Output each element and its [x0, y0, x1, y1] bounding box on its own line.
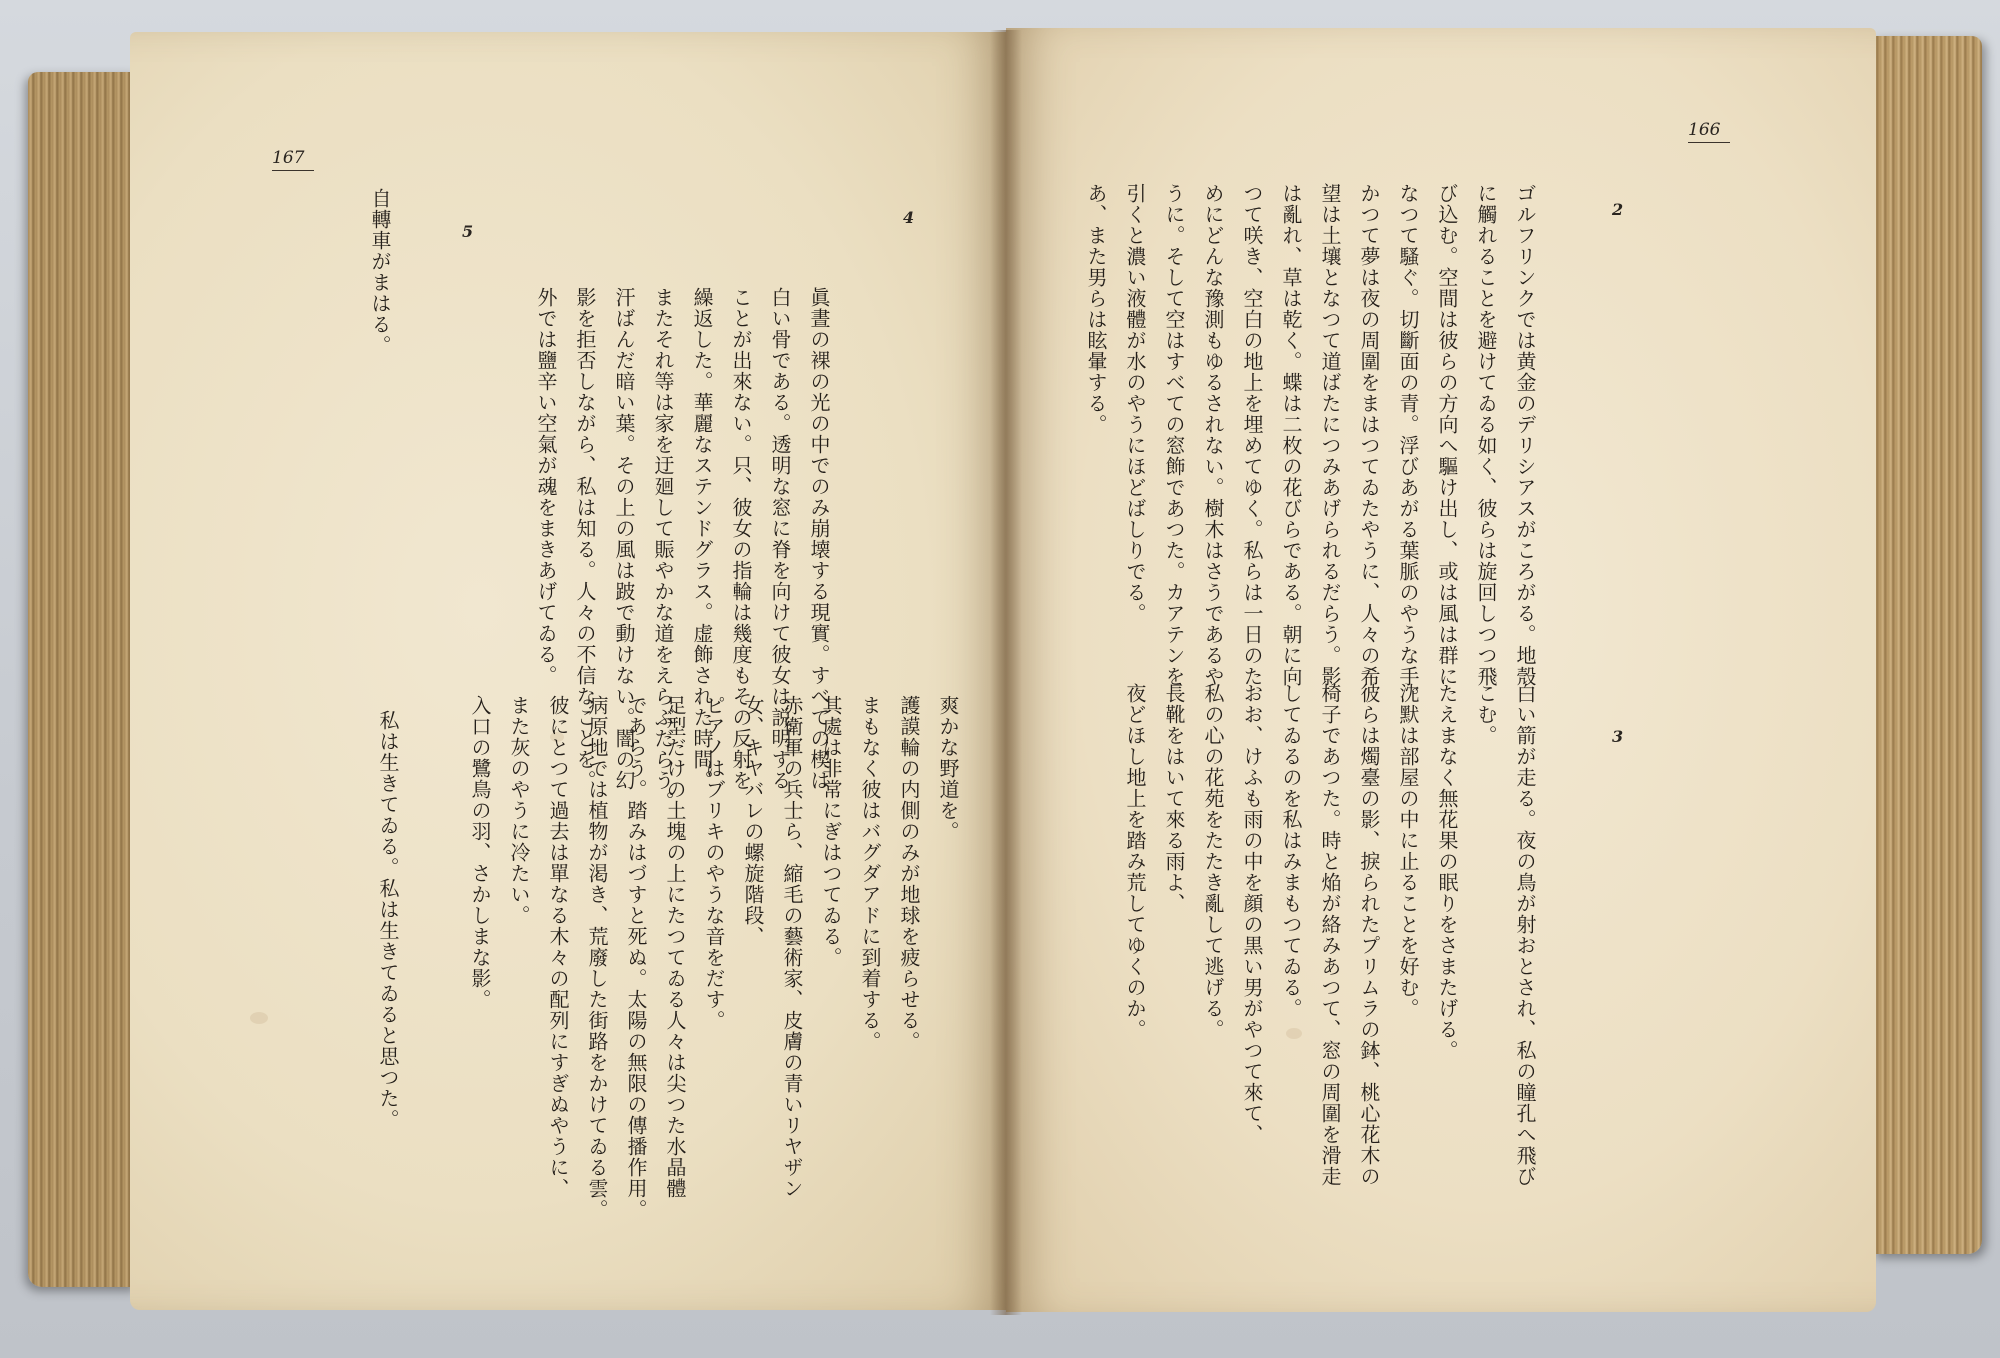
text-line: であらう。踏みはづすと死ぬ。太陽の無限の傳播作用。 — [624, 695, 648, 1220]
text-line: なつて騷ぐ。切斷面の青。浮びあがる葉脈のやうな手。 — [1396, 183, 1420, 708]
text-line: 汗ばんだ暗い葉。その上の風は跛で動けない。闇の幻 — [612, 287, 636, 791]
text-line: 足型だけの土塊の上にたつてゐる人々は尖つた水晶體 — [663, 695, 687, 1199]
section-3-text — [1115, 683, 1544, 1187]
section-number-3: 3 — [1612, 727, 1624, 746]
section-4-lower-text — [460, 695, 967, 1220]
text-line: 護謨輪の内側のみが地球を疲らせる。 — [897, 695, 921, 1052]
text-line: 繰返した。華麗なステンドグラス。虚飾された時間。 — [690, 287, 714, 791]
text-line: ゴルフリンクでは黄金のデリシアスがころがる。地殼 — [1513, 183, 1537, 687]
text-line: ことが出來ない。只、彼女の指輪は幾度もその反射を — [729, 287, 753, 791]
text-line: 入口の鷺鳥の羽、さかしまな影。 — [468, 695, 492, 1010]
page-number-right: 166 — [1688, 120, 1730, 143]
text-line: 影を拒否しながら、私は知る。人々の不信なことを。 — [573, 287, 597, 791]
book-gutter — [990, 30, 1022, 1315]
text-line: 外では鹽辛い空氣が魂をまきあげてゐる。 — [534, 287, 558, 686]
section-2-text — [1076, 183, 1544, 708]
page-number-left: 167 — [272, 148, 314, 171]
text-line: 眞晝の裸の光の中でのみ崩壊する現實。すべての楔は — [807, 287, 831, 791]
text-line: つて咲き、空白の地上を埋めてゆく。私らは一日のた — [1240, 183, 1264, 687]
text-line: に觸れることを避けてゐる如く、彼らは旋回しつつ飛 — [1474, 183, 1498, 687]
text-line: たえまなく無花果の眠りをさまたげる。 — [1435, 683, 1459, 1061]
text-line: うに。そして空はすべての窓飾であつた。カアテンを — [1162, 183, 1186, 687]
section-4-text — [526, 287, 838, 812]
section-number-2: 2 — [1612, 200, 1624, 219]
text-line: 爽かな野道を。 — [936, 695, 960, 842]
text-line: めにどんな豫測もゆるされない。樹木はさうであるや — [1201, 183, 1225, 687]
text-line: 白い骨である。透明な窓に脊を向けて彼女は説明する — [768, 287, 792, 791]
text-line: 私の心の花苑をたたき亂して逃げる。 — [1201, 683, 1225, 1040]
text-line: 椅子であつた。時と焔が絡みあつて、窓の周圍を滑走 — [1318, 683, 1342, 1187]
text-line: 自轉車がまはる。 — [368, 188, 392, 356]
section-5-text — [360, 188, 399, 388]
text-line: まもなく彼はバグダアドに到着する。 — [858, 695, 882, 1052]
text-line: 其處は非常にぎはつてゐる。 — [819, 695, 843, 968]
text-line: 赤衛軍の兵士ら、縮毛の藝術家、皮膚の青いリヤザン — [780, 695, 804, 1199]
right-page-edges — [1872, 36, 1982, 1254]
text-line: こむ。 — [1474, 683, 1498, 746]
text-line: 彼らは燭臺の影、捩られたプリムラの鉢、桃心花木の — [1357, 683, 1381, 1187]
text-line: 彼にとつて過去は單なる木々の配列にすぎぬやうに、 — [546, 695, 570, 1199]
text-line: 夜どほし地上を踏み荒してゆくのか。 — [1123, 683, 1147, 1040]
text-line: び込む。空間は彼らの方向へ驅け出し、或は風は群に — [1435, 183, 1459, 687]
text-line: またそれ等は家を迂廻して賑やかな道をえらぶだらう。 — [651, 287, 675, 812]
text-line: あ、また男らは眩暈する。 — [1084, 183, 1108, 435]
text-line: してゐるのを私はみまもつてゐる。 — [1279, 683, 1303, 1019]
text-line: 望は土壤となつて道ばたにつみあげられるだらう。影 — [1318, 183, 1342, 687]
text-line: は亂れ、草は乾く。蝶は二枚の花びらである。朝に向 — [1279, 183, 1303, 687]
text-line: 私は生きてゐる。私は生きてゐると思つた。 — [376, 710, 400, 1130]
text-line: 沈默は部屋の中に止ることを好む。 — [1396, 683, 1420, 1019]
text-line: 引くと濃い液體が水のやうにほどばしりでる。 — [1123, 183, 1147, 624]
text-line: また灰のやうに冷たい。 — [507, 695, 531, 926]
text-line: 白い箭が走る。夜の鳥が射おとされ、私の瞳孔へ飛び — [1513, 683, 1537, 1187]
text-line: 女、キヤバレの螺旋階段、 — [741, 695, 765, 947]
paper-stain — [250, 1012, 268, 1024]
section-number-4: 4 — [903, 208, 915, 227]
text-line: ピアノはブリキのやうな音をだす。 — [702, 695, 726, 1031]
left-page-edges — [28, 72, 138, 1287]
text-line: 病原地では植物が渇き、荒廢した街路をかけてゐる雲。 — [585, 695, 609, 1220]
text-line: おお、けふも雨の中を顔の黒い男がやつて來て、 — [1240, 683, 1264, 1145]
section-number-5: 5 — [462, 222, 474, 241]
text-line: かつて夢は夜の周圍をまはつてゐたやうに、人々の希 — [1357, 183, 1381, 687]
section-5-lower-text — [368, 710, 407, 1150]
text-line: 長靴をはいて來る雨よ、 — [1162, 683, 1186, 914]
